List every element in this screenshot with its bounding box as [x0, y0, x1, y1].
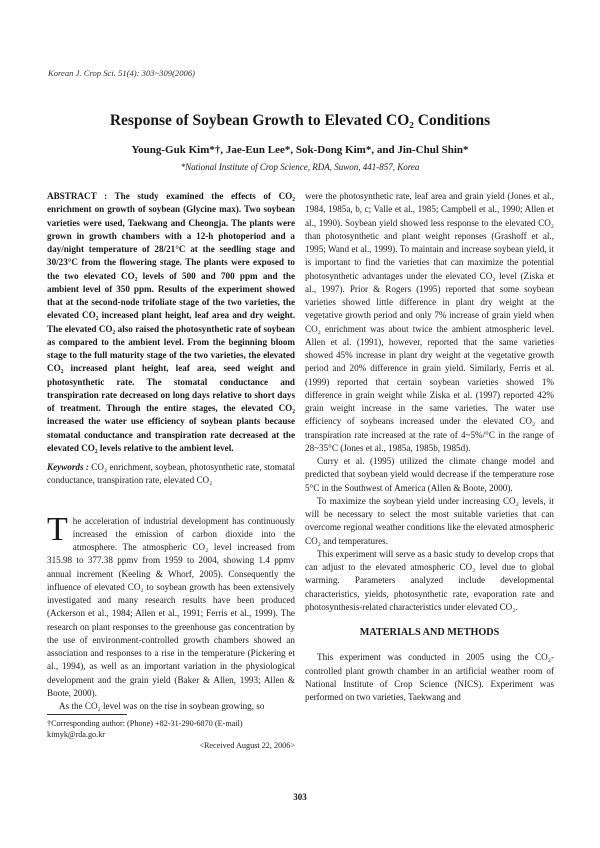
- journal-citation: Korean J. Crop Sci. 51(4): 303~309(2006): [48, 68, 195, 78]
- intro-paragraph-2: As the CO₂ level was on the rise in soybean growing, so: [59, 701, 265, 711]
- body-paragraph-1: were the photosynthetic rate, leaf area and grain yield (Jones et al., 1984, 1985a, b, c; Valle et al., 1985; Campbell et al., 1990; Allen et al., 1990). Soybean yield showed less response to the elevated CO₂ than photosynthetic and plant weight reponses (Grashoff et al., 1995; Wand et al., 1999). To maintain and increase soybean yield, it is important to find the varieties that can maximize the potential photosynthetic advantages under the elevated CO₂ level (Ziska et al., 1997). Prior & Rogers (1995) reported that some soybean varieties showed little difference in plant dry weight at the vegetative growth period and only 7% increase of grain yield when CO₂ enrichment was about twice the ambient atmospheric level. Allen et al. (1991), however, reported that the same varieties showed 45% increase in plant dry weight at the vegetative growth period and 20% difference in grain yield. Similarly, Ferris et al. (1999) reported that certain soybean varieties showed 1% difference in grain weight while Ziska et al. (1997) reported 42% grain weight increase in the same varieties. The water use efficiency of soybeans increased under the elevated CO₂ and transpiration rate increased at the rate of 4~5%/°C in the range of 28~35°C (Jones et al., 1985a, 1985b, 1985d).: [305, 191, 554, 453]
- paper-title: Response of Soybean Growth to Elevated CO₂ Conditions: [109, 112, 491, 129]
- body-paragraph-4: This experiment will serve as a basic study to develop crops that can adjust to the elevated atmospheric CO₂ level due to global warming. Parameters analyzed include developmental characteristics, yields, photosynthetic rate, evaporation rate and photosynthesis-related characteristics under elevated CO₂.: [305, 548, 554, 612]
- abstract-label: ABSTRACT :: [47, 191, 108, 201]
- left-column: [47, 190, 295, 713]
- intro-paragraph-1: [47, 510, 295, 701]
- body-paragraph-3: To maximize the soybean yield under increasing CO₂ levels, it will be necessary to select the most suitable varieties that can overcome regional weather conditions like the elevated atmospheric CO₂ and temperatures.: [305, 495, 554, 546]
- footnote: [47, 718, 295, 751]
- footnote-rule: [47, 714, 127, 715]
- keywords-label: Keywords :: [47, 462, 89, 472]
- abstract: [47, 190, 295, 455]
- abstract-text: The study examined the effects of CO₂ enrichment on growth of soybean (Glycine max). Two soybean varieties were used, Taekwang and Cheongja. The plants were grown in growth chambers with a 12-h photoperiod and a day/night temperature of 28/21°C at the seedling stage and 30/23°C from the flowering stage. The plants were exposed to the two elevated CO₂ levels of 500 and 700 ppm and the ambient level of 350 ppm. Results of the experiment showed that at the second-node trifoliate stage of the two varieties, the elevated CO₂ increased plant height, leaf area and dry weight. The elevated CO₂ also raised the photosynthetic rate of soybean as compared to the ambient level. From the beginning bloom stage to the full maturity stage of the two varieties, the elevated CO₂ increased plant height, leaf area, seed weight and photosynthetic rate. The stomatal conductance and transpiration rate decreased on long days relative to short days of treatment. Through the entire stages, the elevated CO₂ increased the water use efficiency of soybean plants because stomatal conductance and transpiration rate decreased at the elevated CO₂ levels relative to the ambient level.: [47, 191, 295, 453]
- intro-paragraph-1-text: he acceleration of industrial development has continuously increased the emission of carbon dioxide into the atmosphere. The atmospheric CO₂ level increased from 315.98 to 377.38 ppmv from 1959 to 2004, showing 1.4 ppmv annual increment (Keeling & Whorf, 2005). Consequently the influence of elevated CO₂ to soybean growth has been extensively investigated and many research results have been produced (Ackerson et al., 1984; Allen et al., 1991; Ferris et al., 1999). The research on plant responses to the greenhouse gas concentration by the use of environment-controlled growth chambers showed an association and responses to a rise in the temperature (Pickering et al., 1994), as well as an important variation in the physiological development and the grain yield (Baker & Allen, 1993; Allen & Boote, 2000).: [47, 515, 295, 698]
- received-date: <Received August 22, 2006>: [199, 741, 295, 750]
- drop-cap: T: [47, 510, 68, 548]
- body-paragraph-2: Curry et al. (1995) utilized the climate change model and predicted that soybean yield would decrease if the temperature rose 5°C in the Southwest of America (Allen & Boote, 2000).: [305, 456, 554, 493]
- body-paragraph-5: This experiment was conducted in 2005 using the CO₂-controlled plant growth chamber in an artificial weather room of National Institute of Crop Science (NICS). Experiment was performed on two varieties, Taekwang and: [305, 652, 554, 702]
- keywords-text: CO₂ enrichment, soybean, photosynthetic rate, stomatal conductance, transpiration rate, elevated CO₂: [47, 462, 296, 486]
- author-list: Young-Guk Kim*†, Jae-Eun Lee*, Sok-Dong Kim*, and Jin-Chul Shin*: [131, 144, 469, 156]
- page-number: 303: [293, 792, 307, 802]
- keywords: [47, 461, 295, 488]
- affiliation: *National Institute of Crop Science, RDA, Suwon, 441-857, Korea: [180, 162, 420, 172]
- section-heading: MATERIALS AND METHODS: [359, 627, 500, 638]
- corresponding-author: †Corresponding author: (Phone) +82-31-290-6870 (E-mail) kimyk@rda.go.kr: [47, 719, 243, 739]
- right-column: [305, 190, 554, 704]
